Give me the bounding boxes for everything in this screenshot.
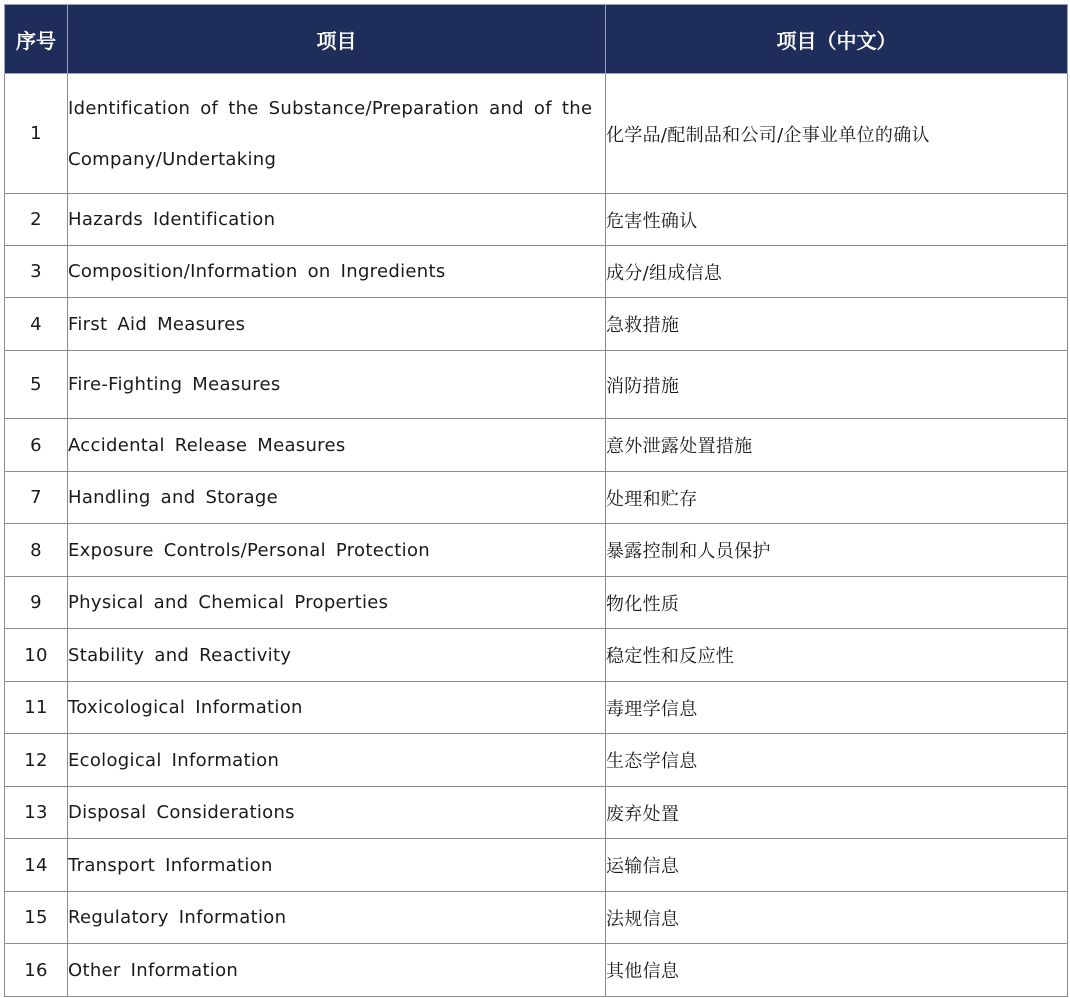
row-item-chinese: 生态学信息	[606, 734, 1068, 787]
row-number: 6	[5, 419, 68, 472]
row-number: 7	[5, 472, 68, 524]
row-number: 2	[5, 194, 68, 246]
table-row	[5, 629, 1068, 682]
row-number: 16	[5, 944, 68, 997]
row-item-chinese: 法规信息	[606, 892, 1068, 944]
row-item-english: Identification of the Substance/Preparation and of the Company/Undertaking	[68, 74, 606, 194]
header-number: 序号	[5, 5, 68, 74]
row-number: 9	[5, 577, 68, 629]
row-item-english: Physical and Chemical Properties	[68, 577, 606, 629]
table-row	[5, 298, 1068, 351]
row-item-chinese: 消防措施	[606, 351, 1068, 419]
row-number: 8	[5, 524, 68, 577]
table-row	[5, 577, 1068, 629]
row-item-chinese: 处理和贮存	[606, 472, 1068, 524]
table-row	[5, 351, 1068, 419]
row-item-chinese: 急救措施	[606, 298, 1068, 351]
row-number: 10	[5, 629, 68, 682]
table-row	[5, 944, 1068, 997]
row-number: 12	[5, 734, 68, 787]
header-item-chinese: 项目（中文）	[606, 5, 1068, 74]
row-item-chinese: 暴露控制和人员保护	[606, 524, 1068, 577]
row-item-english: Fire-Fighting Measures	[68, 351, 606, 419]
table-row	[5, 74, 1068, 194]
row-number: 5	[5, 351, 68, 419]
table-row	[5, 734, 1068, 787]
row-item-english: Accidental Release Measures	[68, 419, 606, 472]
row-item-chinese: 化学品/配制品和公司/企事业单位的确认	[606, 74, 1068, 194]
table-row	[5, 472, 1068, 524]
table-body	[5, 74, 1068, 997]
row-number: 4	[5, 298, 68, 351]
row-item-english: Stability and Reactivity	[68, 629, 606, 682]
row-item-english: Exposure Controls/Personal Protection	[68, 524, 606, 577]
row-number: 15	[5, 892, 68, 944]
row-item-chinese: 物化性质	[606, 577, 1068, 629]
row-number: 3	[5, 246, 68, 298]
row-item-english: Disposal Considerations	[68, 787, 606, 839]
row-item-english: Composition/Information on Ingredients	[68, 246, 606, 298]
header-row	[5, 5, 1068, 74]
row-number: 13	[5, 787, 68, 839]
row-item-english: First Aid Measures	[68, 298, 606, 351]
row-item-english: Ecological Information	[68, 734, 606, 787]
table-row	[5, 246, 1068, 298]
row-item-english: Other Information	[68, 944, 606, 997]
table-row	[5, 682, 1068, 734]
row-number: 14	[5, 839, 68, 892]
row-item-chinese: 意外泄露处置措施	[606, 419, 1068, 472]
header-item-english: 项目	[68, 5, 606, 74]
table-row	[5, 194, 1068, 246]
row-number: 1	[5, 74, 68, 194]
row-item-english: Handling and Storage	[68, 472, 606, 524]
row-item-chinese: 稳定性和反应性	[606, 629, 1068, 682]
row-item-english: Transport Information	[68, 839, 606, 892]
row-item-english: Hazards Identification	[68, 194, 606, 246]
table-row	[5, 419, 1068, 472]
row-item-chinese: 其他信息	[606, 944, 1068, 997]
row-item-chinese: 运输信息	[606, 839, 1068, 892]
table-row	[5, 892, 1068, 944]
row-number: 11	[5, 682, 68, 734]
row-item-chinese: 成分/组成信息	[606, 246, 1068, 298]
sds-sections-table	[4, 4, 1068, 997]
table-row	[5, 787, 1068, 839]
row-item-english: Regulatory Information	[68, 892, 606, 944]
table-header	[5, 5, 1068, 74]
row-item-chinese: 废弃处置	[606, 787, 1068, 839]
table-row	[5, 839, 1068, 892]
row-item-chinese: 危害性确认	[606, 194, 1068, 246]
row-item-chinese: 毒理学信息	[606, 682, 1068, 734]
table-row	[5, 524, 1068, 577]
row-item-english: Toxicological Information	[68, 682, 606, 734]
